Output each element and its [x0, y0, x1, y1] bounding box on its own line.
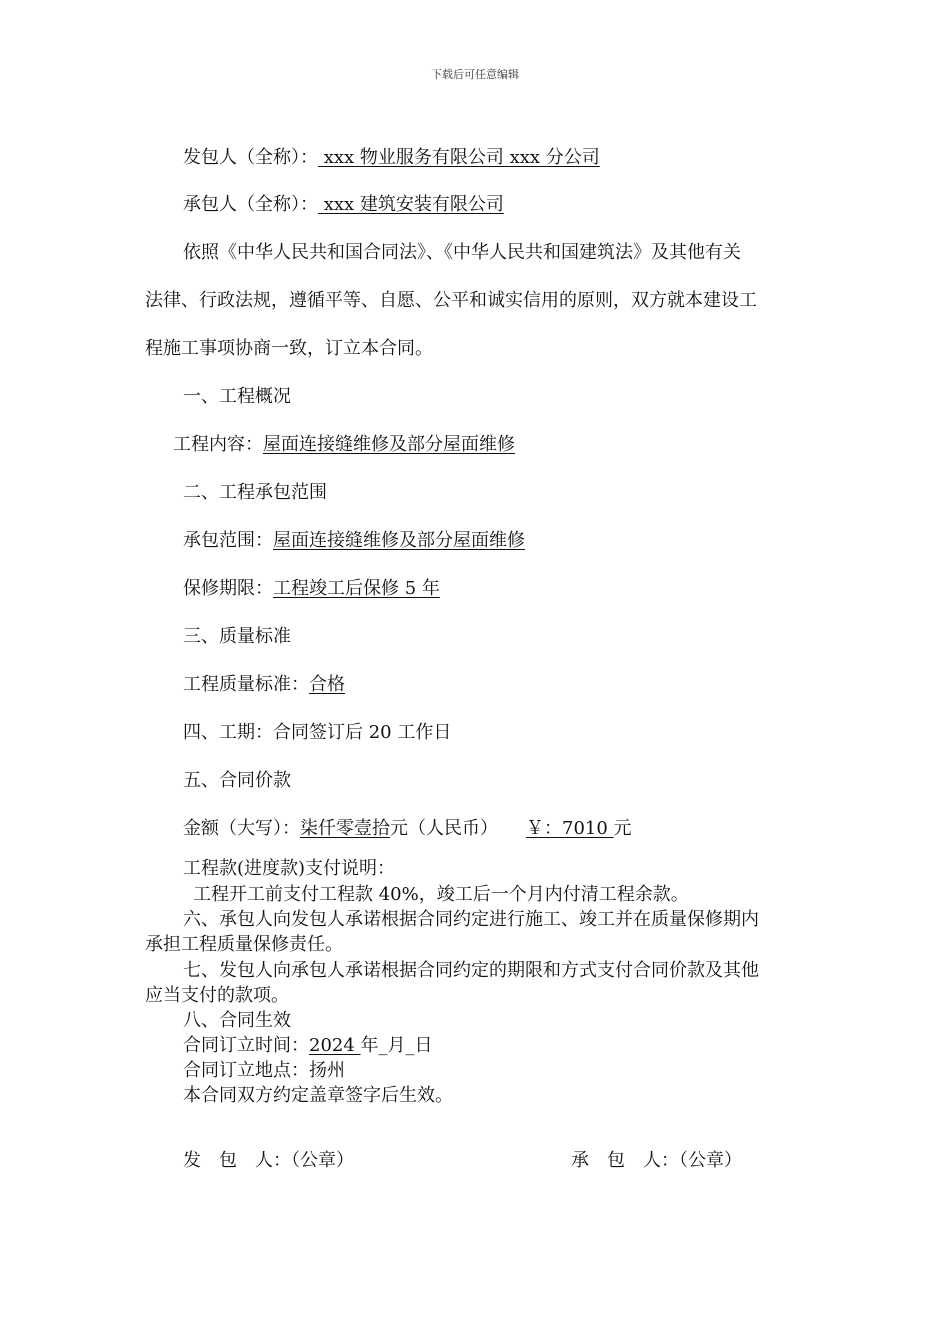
sec2-warranty-value: 工程竣工后保修 5 年 — [273, 578, 440, 599]
sec3-quality-value: 合格 — [309, 674, 345, 695]
sec8-time-rest: 年_月_日 — [360, 1035, 433, 1056]
intro-line-3: 程施工事项协商一致，订立本合同。 — [145, 338, 433, 359]
sec5-amount-line — [183, 817, 632, 841]
sec5-amount-yen: ￥：7010 — [526, 818, 614, 839]
sec1-content-line — [173, 433, 515, 457]
sec2-scope-value: 屋面连接缝维修及部分屋面维修 — [273, 530, 525, 551]
sec5-payment-title: 工程款(进度款)支付说明： — [183, 858, 396, 879]
sec6-line-2: 承担工程质量保修责任。 — [145, 934, 343, 955]
sec8-time-line — [183, 1034, 433, 1058]
sec8-title: 八、合同生效 — [183, 1010, 291, 1031]
sec8-place-value: 扬州 — [309, 1060, 345, 1081]
sec3-quality-label: 工程质量标准： — [183, 674, 309, 695]
fabaoren-value: xxx 物业服务有限公司 xxx 分公司 — [318, 147, 600, 168]
sec2-warranty-label: 保修期限： — [183, 578, 273, 599]
signature-fabaoren: 发 包 人：（公章） — [183, 1150, 354, 1171]
sec4-text: 四、工期：合同签订后 20 工作日 — [183, 722, 452, 743]
sec5-amount-words: 柒仟零壹拾 — [300, 818, 390, 839]
chengbaoren-label: 承包人（全称）： — [183, 194, 318, 215]
sec8-effect: 本合同双方约定盖章签字后生效。 — [183, 1085, 453, 1106]
sec7-line-2: 应当支付的款项。 — [145, 985, 289, 1006]
sec2-scope-line — [183, 529, 525, 553]
sec1-content-label: 工程内容： — [173, 434, 263, 455]
sec3-quality-line — [183, 673, 345, 697]
sec3-title: 三、质量标准 — [183, 626, 291, 647]
intro-line-1: 依照《中华人民共和国合同法》、《中华人民共和国建筑法》及其他有关 — [183, 242, 741, 263]
fabaoren-line — [183, 146, 600, 170]
sec1-title: 一、工程概况 — [183, 386, 291, 407]
sec6-line-1: 六、承包人向发包人承诺根据合同约定进行施工、竣工并在质量保修期内 — [183, 909, 759, 930]
signature-chengbaoren: 承 包 人：（公章） — [571, 1150, 742, 1171]
intro-line-2: 法律、行政法规，遵循平等、自愿、公平和诚实信用的原则，双方就本建设工 — [145, 290, 757, 311]
sec8-place-label: 合同订立地点： — [183, 1060, 309, 1081]
page-header: 下载后可任意编辑 — [431, 68, 519, 81]
sec7-line-1: 七、发包人向承包人承诺根据合同约定的期限和方式支付合同价款及其他 — [183, 960, 759, 981]
sec2-warranty-line — [183, 577, 440, 601]
sec8-time-label: 合同订立时间： — [183, 1035, 309, 1056]
sec5-payment-text: 工程开工前支付工程款 40%，竣工后一个月内付清工程余款。 — [193, 884, 689, 905]
sec2-scope-label: 承包范围： — [183, 530, 273, 551]
sec5-amount-label: 金额（大写）： — [183, 818, 300, 839]
sec5-title: 五、合同价款 — [183, 770, 291, 791]
sec8-time-year: 2024 — [309, 1035, 361, 1056]
chengbaoren-value: xxx 建筑安装有限公司 — [318, 194, 504, 215]
fabaoren-label: 发包人（全称）： — [183, 147, 318, 168]
chengbaoren-line — [183, 193, 504, 217]
sec1-content-value: 屋面连接缝维修及部分屋面维修 — [263, 434, 515, 455]
sec5-amount-yen-unit: 元 — [613, 818, 632, 839]
sec2-title: 二、工程承包范围 — [183, 482, 327, 503]
sec5-amount-unit: 元（人民币） — [390, 818, 498, 839]
sec8-place-line — [183, 1059, 345, 1083]
